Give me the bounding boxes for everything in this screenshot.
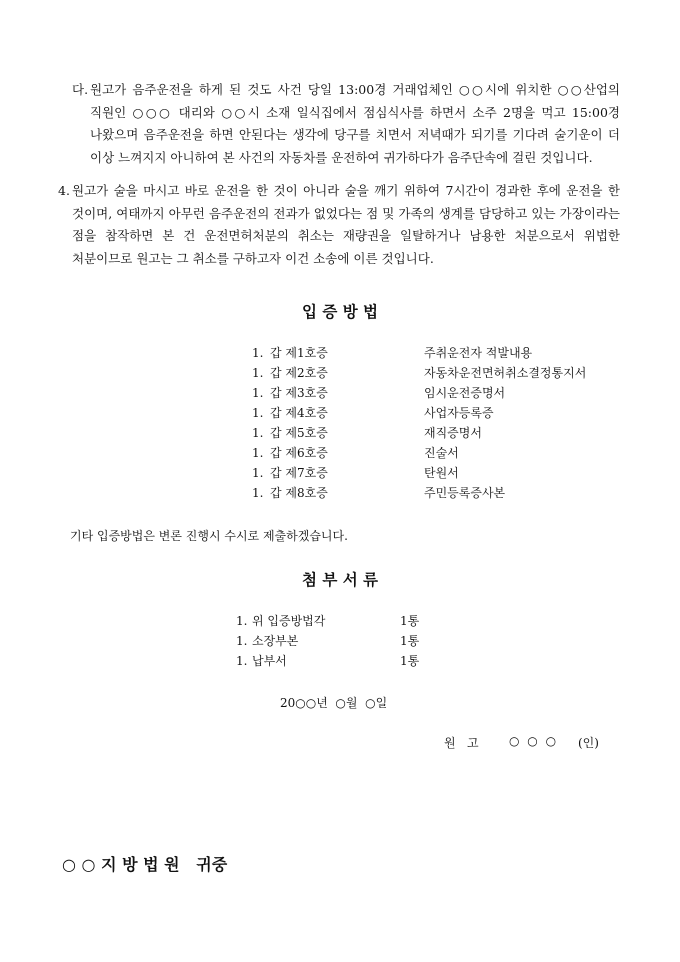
attachment-item-num: 1. <box>236 634 248 648</box>
evidence-item-label: 갑 제7호증 <box>270 466 328 480</box>
attachment-item-count: 1통 <box>400 634 420 648</box>
evidence-item-desc: 사업자등록증 <box>424 406 494 420</box>
evidence-item-label: 갑 제3호증 <box>270 386 328 400</box>
evidence-item-num: 1. <box>252 426 264 440</box>
attachments-heading: 첨 부 서 류 <box>301 570 379 589</box>
plaintiff-name: ○ ○ ○ <box>509 734 559 748</box>
evidence-item-num: 1. <box>252 446 264 460</box>
attachment-item-count: 1통 <box>400 614 420 628</box>
paragraph-da-text: 원고가 음주운전을 하게 된 것도 사건 당일 13:00경 거래업체인 ○○시에 위치한 ○○산업의 직원인 ○○○ 대리와 ○○시 소재 일식집에서 점심식사를 하면서 소주 2명을 먹고 15:00경 나왔으며 음주운전을 하면 안된다는 생각에 당구를 치면서 저녁때가 되기를 기다려 술기운이 더 이상 느껴지지 아니하여 본 사건의 자동차를 운전하여 귀가하다가 음주단속에 걸린 것입니다. <box>90 82 620 165</box>
evidence-item-label: 갑 제1호증 <box>270 346 328 360</box>
evidence-item-num: 1. <box>252 406 264 420</box>
plaintiff-signature <box>0 734 680 754</box>
evidence-item-num: 1. <box>252 366 264 380</box>
attachment-item-label: 위 입증방법각 <box>252 614 326 628</box>
paragraph-4-marker: 4. <box>58 183 70 198</box>
evidence-item-label: 갑 제2호증 <box>270 366 328 380</box>
paragraph-4 <box>58 180 620 270</box>
attachment-item-label: 납부서 <box>252 654 287 668</box>
evidence-item-desc: 진술서 <box>424 446 459 460</box>
plaintiff-role: 원 고 <box>444 736 479 750</box>
evidence-item-label: 갑 제5호증 <box>270 426 328 440</box>
document-date: 20○○년 ○월 ○일 <box>280 696 388 710</box>
paragraph-da-marker: 다. <box>72 82 89 97</box>
court-addressee: ○ ○ 지 방 법 원 귀중 <box>62 855 228 874</box>
plaintiff-seal: (인) <box>578 736 599 750</box>
evidence-item-desc: 주취운전자 적발내용 <box>424 346 533 360</box>
evidence-item-desc: 주민등록증사본 <box>424 486 506 500</box>
evidence-item-num: 1. <box>252 386 264 400</box>
evidence-item-desc: 자동차운전면허취소결정통지서 <box>424 366 587 380</box>
evidence-item-desc: 임시운전증명서 <box>424 386 506 400</box>
attachment-item-num: 1. <box>236 614 248 628</box>
evidence-heading: 입 증 방 법 <box>301 302 379 321</box>
evidence-note: 기타 입증방법은 변론 진행시 수시로 제출하겠습니다. <box>70 529 348 543</box>
evidence-item-num: 1. <box>252 346 264 360</box>
evidence-item-num: 1. <box>252 486 264 500</box>
evidence-item-label: 갑 제4호증 <box>270 406 328 420</box>
attachment-item-num: 1. <box>236 654 248 668</box>
evidence-item-label: 갑 제6호증 <box>270 446 328 460</box>
paragraph-da <box>72 79 620 169</box>
evidence-item-label: 갑 제8호증 <box>270 486 328 500</box>
attachment-item-label: 소장부본 <box>252 634 299 648</box>
attachment-item-count: 1통 <box>400 654 420 668</box>
paragraph-4-text: 원고가 술을 마시고 바로 운전을 한 것이 아니라 술을 깨기 위하여 7시간이 경과한 후에 운전을 한 것이며, 여태까지 아무런 음주운전의 전과가 없었다는 점 및 가족의 생계를 담당하고 있는 가장이라는 점을 참작하면 본 건 운전면허처분의 취소는 재량권을 일탈하거나 남용한 처분으로서 위법한 처분이므로 원고는 그 취소를 구하고자 이건 소송에 이른 것입니다. <box>72 183 620 266</box>
evidence-item-desc: 탄원서 <box>424 466 459 480</box>
evidence-item-num: 1. <box>252 466 264 480</box>
evidence-item-desc: 재직증명서 <box>424 426 482 440</box>
